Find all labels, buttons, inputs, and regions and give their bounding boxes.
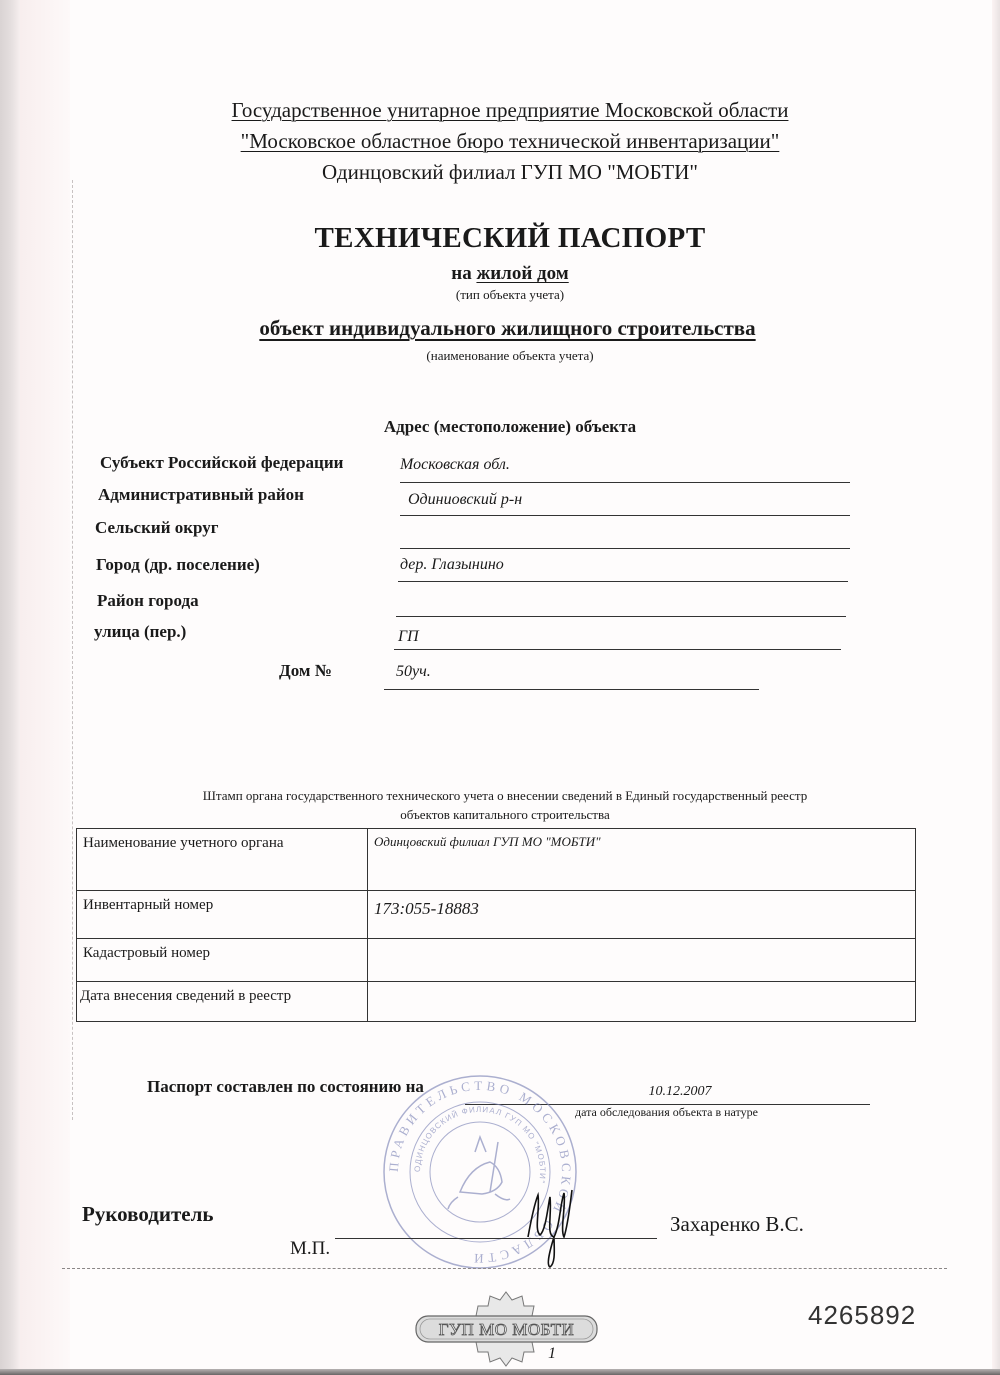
- field-label-town: Город (др. поселение): [96, 555, 260, 574]
- org-name-line1: Государственное унитарное предприятие Московской области: [231, 98, 789, 122]
- dotted-separator: [62, 1268, 947, 1269]
- state-label: Паспорт составлен по состоянию на: [147, 1077, 424, 1096]
- table-row: [77, 939, 916, 982]
- field-label-district: Административный район: [98, 485, 304, 504]
- handwritten-signature: [520, 1175, 580, 1270]
- serial-number: 4265892: [808, 1300, 917, 1330]
- scan-edge-bottom: [0, 1369, 1000, 1375]
- seal-outer-text: ПРАВИТЕЛЬСТВО МОСКОВСКОЙ ОБЛАСТИ: [385, 1077, 575, 1267]
- field-label-street: улица (пер.): [94, 622, 187, 641]
- head-role: Руководитель: [82, 1202, 214, 1226]
- signature-line: [335, 1238, 657, 1239]
- seal-inner-text: ОДИНЦОВСКИЙ ФИЛИАЛ ГУП МО "МОБТИ": [412, 1104, 548, 1185]
- seal-place-label: М.П.: [290, 1238, 331, 1259]
- object-type-line: [100, 263, 920, 285]
- registry-label-organ: Наименование учетного органа: [77, 829, 368, 891]
- field-line-town: [398, 581, 848, 582]
- field-line-district: [400, 515, 850, 516]
- state-caption: дата обследования объекта в натуре: [575, 1105, 758, 1119]
- field-value-house: 50уч.: [396, 663, 431, 680]
- org-name-line2: "Московское областное бюро технической инвентаризации": [240, 129, 780, 153]
- field-label-rural-district: Сельский округ: [95, 518, 219, 537]
- field-line-city-district: [396, 616, 846, 617]
- table-row: [77, 982, 916, 1022]
- mobti-logo: [414, 1290, 599, 1368]
- st-george-emblem-icon: [448, 1137, 510, 1209]
- object-type: жилой дом: [476, 263, 569, 284]
- field-line-street: [394, 649, 841, 650]
- table-row: [77, 829, 916, 891]
- field-value-subject: Московская обл.: [400, 456, 510, 473]
- object-type-prefix: на: [451, 263, 472, 284]
- field-line-house: [384, 689, 759, 690]
- head-name: Захаренко В.С.: [670, 1212, 804, 1236]
- field-value-street: ГП: [398, 628, 419, 645]
- state-date: 10.12.2007: [648, 1084, 712, 1099]
- registry-caption: Штамп органа государственного технического учета о внесении сведений в Единый государственный реестр объектов капитального строительства: [202, 788, 808, 822]
- object-name-caption: (наименование объекта учета): [426, 348, 594, 363]
- registry-value-organ: Одинцовский филиал ГУП МО "МОБТИ": [368, 829, 916, 891]
- registry-value-inventory: 173:055-18883: [368, 891, 916, 939]
- registry-value-date: [368, 982, 916, 1022]
- address-heading: Адрес (местоположение) объекта: [383, 417, 637, 436]
- org-branch: Одинцовский филиал ГУП МО "МОБТИ": [322, 160, 698, 184]
- field-label-city-district: Район города: [97, 591, 199, 610]
- registry-label-inventory: Инвентарный номер: [77, 891, 368, 939]
- field-line-rural-district: [400, 548, 850, 549]
- registry-value-cadastral: [368, 939, 916, 982]
- logo-text: ГУП МО МОБТИ: [438, 1320, 575, 1339]
- object-type-caption: (тип объекта учета): [455, 287, 565, 302]
- scan-edge-left: [0, 0, 20, 1375]
- page-number: 1: [548, 1345, 556, 1362]
- field-value-town: дер. Глазынино: [400, 556, 504, 573]
- registry-label-date: Дата внесения сведений в реестр: [77, 982, 368, 1022]
- registry-label-cadastral: Кадастровый номер: [77, 939, 368, 982]
- svg-text:ОДИНЦОВСКИЙ ФИЛИАЛ ГУП МО "МОБ: [413, 1105, 547, 1185]
- registry-table: [76, 828, 916, 1022]
- scan-edge-right: [992, 0, 1000, 1375]
- document-title: ТЕХНИЧЕСКИЙ ПАСПОРТ: [314, 222, 706, 254]
- field-label-house: Дом №: [279, 661, 332, 680]
- field-value-district: Одиниовский р-н: [408, 491, 523, 508]
- field-line-subject: [400, 482, 850, 483]
- field-label-subject: Субъект Российской федерации: [100, 453, 344, 472]
- scan-margin-left: [20, 0, 70, 1375]
- binding-thread: [72, 180, 73, 1120]
- object-name: объект индивидуального жилищного строительства: [259, 316, 756, 340]
- table-row: [77, 891, 916, 939]
